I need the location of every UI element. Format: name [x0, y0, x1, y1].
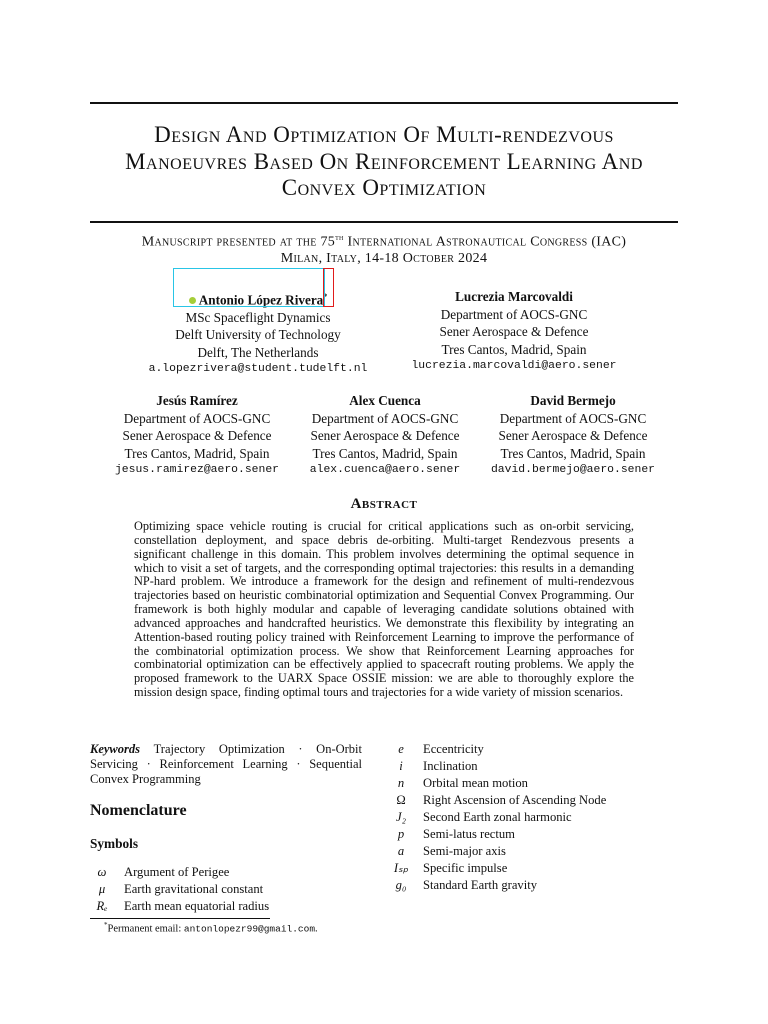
orcid-link-box[interactable]	[173, 268, 328, 307]
symbol: ω	[97, 865, 107, 879]
symbol: e	[398, 742, 404, 756]
symbol: μ	[98, 882, 106, 896]
symbol-description: Semi-major axis	[423, 844, 506, 858]
symbol-description: Earth gravitational constant	[124, 882, 264, 896]
symbol: Iₛₚ	[393, 861, 409, 875]
keywords: Keywords Trajectory Optimization · On-Orbit Servicing · Reinforcement Learning · Sequential Convex Programming	[90, 742, 362, 786]
symbol: J₂	[396, 810, 406, 824]
symbol: Ω	[396, 793, 406, 807]
symbol-description: Inclination	[423, 759, 478, 773]
author-block: Alex Cuenca Department of AOCS-GNC Sener Aerospace & Defence Tres Cantos, Madrid, Spain alex.cuenca@aero.sener	[292, 392, 478, 480]
symbol-description: Earth mean equatorial radius	[124, 899, 270, 913]
symbol: g₀	[395, 878, 407, 892]
email-link[interactable]: a.lopezrivera@student.tudelft.nl	[148, 363, 368, 376]
footnote: *Permanent email: antonlopezr99@gmail.com.	[104, 921, 318, 935]
email-link[interactable]: alex.cuenca@aero.sener	[309, 464, 461, 476]
abstract-text: Optimizing space vehicle routing is crucial for critical applications such as on-orbit servicing, constellation deployment, and space debris de-orbiting. Multi-target Rendezvous presents a significant challenge in this domain. This problem involves determining the optimal sequence in which to visit a set of targets, and the corresponding optimal trajectories: this results in a demanding NP-hard problem. We introduce a framework for the design and refinement of multi-rendezvous trajectories based on heuristic combinatorial optimization and Sequential Convex Programming. Our framework is both highly modular and capable of leveraging candidate solutions obtained with advanced approaches and handcrafted heuristics. We demonstrate this flexibility by integrating an Attention-based routing policy trained with Reinforcement Learning to improve the performance of the combinatorial optimization process. We show that Reinforcement Learning approaches for combinatorial optimization can be effectively applied to spacecraft routing problems. We apply the proposed framework to the UARX Space OSSIE mission: we are able to thoroughly explore the mission design space, finding optimal tours and trajectories for a wide variety of mission scenarios.	[134, 519, 634, 700]
symbol: Rₑ	[96, 899, 108, 913]
symbol: i	[399, 759, 403, 773]
author-name: Jesús Ramírez	[156, 393, 238, 408]
email-link[interactable]: lucrezia.marcovaldi@aero.sener	[411, 360, 617, 372]
author-name: Alex Cuenca	[349, 393, 421, 408]
symbol-description: Semi-latus rectum	[423, 827, 515, 841]
author-name: Lucrezia Marcovaldi	[455, 289, 573, 304]
symbol-description: Right Ascension of Ascending Node	[423, 793, 607, 807]
top-rule	[90, 102, 678, 104]
symbol: a	[397, 844, 405, 858]
symbol-description: Argument of Perigee	[124, 865, 230, 879]
author-block: David Bermejo Department of AOCS-GNC Sener Aerospace & Defence Tres Cantos, Madrid, Spain david.bermejo@aero.sener	[480, 392, 666, 480]
symbols-heading: Symbols	[90, 836, 139, 851]
author-block: Antonio López Rivera* MSc Spaceflight Dynamics Delft University of Technology Delft, The Netherlands a.lopezrivera@student.tudelft.nl	[134, 288, 382, 379]
abstract-heading: Abstract	[350, 496, 418, 512]
symbol: n	[397, 776, 405, 790]
author-block: Lucrezia Marcovaldi Department of AOCS-GNC Sener Aerospace & Defence Tres Cantos, Madrid, Spain lucrezia.marcovaldi@aero.sener	[408, 288, 620, 376]
symbol-description: Orbital mean motion	[423, 776, 528, 790]
nomenclature-heading: Nomenclature	[90, 802, 187, 819]
author-name: David Bermejo	[530, 393, 616, 408]
symbol-description: Eccentricity	[423, 742, 484, 756]
footnote-email-link[interactable]: antonlopezr99@gmail.com	[183, 923, 316, 935]
footnote-rule	[90, 918, 270, 919]
manuscript-note: Manuscript presented at the 75th International Astronautical Congress (IAC) Milan, Italy, 14-18 October 2024	[141, 232, 627, 267]
keywords-label: Keywords	[90, 742, 140, 756]
symbol: p	[397, 827, 405, 841]
footnote-mark[interactable]: *	[323, 292, 328, 301]
author-block: Jesús Ramírez Department of AOCS-GNC Sener Aerospace & Defence Tres Cantos, Madrid, Spain jesus.ramirez@aero.sener	[104, 392, 290, 480]
footnote-link-box[interactable]	[323, 268, 334, 307]
symbol-description: Standard Earth gravity	[423, 878, 538, 892]
paper-title: Design And Optimization Of Multi-rendezvous Manoeuvres Based On Reinforcement Learning And Convex Optimization	[125, 122, 643, 200]
title-bottom-rule	[90, 221, 678, 223]
email-link[interactable]: jesus.ramirez@aero.sener	[114, 464, 280, 476]
author-name[interactable]: Antonio López Rivera*	[134, 288, 382, 309]
symbol-description: Specific impulse	[423, 861, 508, 875]
symbol-description: Second Earth zonal harmonic	[423, 810, 572, 824]
email-link[interactable]: david.bermejo@aero.sener	[490, 464, 656, 476]
